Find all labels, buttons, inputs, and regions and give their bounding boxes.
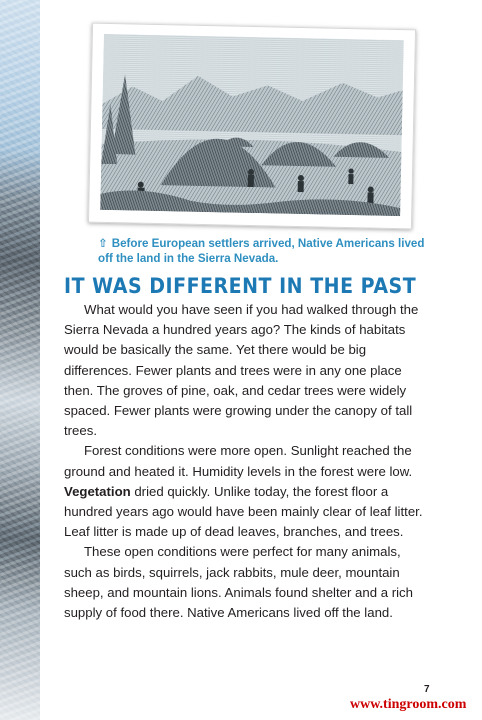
- side-photo-strip: [0, 0, 40, 720]
- paragraph-1: What would you have seen if you had walked through the Sierra Nevada a hundred years ago? The kinds of habitats would be basically the same. Yet there would be big differences. Fewer plants and trees were in any one place then. The groves of pine, oak, and cedar trees were widely spaced. Fewer plants were growing under the canopy of tall trees.: [64, 302, 419, 439]
- body-text: [64, 300, 426, 623]
- paragraph-2: [64, 441, 426, 542]
- engraving-illustration: [100, 34, 404, 216]
- caption-text: Before European settlers arrived, Native Americans lived off the land in the Sierra Nevada.: [98, 237, 425, 265]
- page-number: 7: [424, 684, 430, 695]
- watermark: www.tingroom.com: [350, 697, 467, 712]
- vocabulary-term: Vegetation: [64, 483, 131, 499]
- arrow-up-icon: ⇧: [98, 237, 108, 250]
- photo-caption: [98, 236, 428, 266]
- paragraph-3: These open conditions were perfect for many animals, such as birds, squirrels, jack rabbits, mule deer, mountain sheep, and mountain lions. Animals found shelter and a rich supply of food there. Native Americans lived off the land.: [64, 544, 413, 621]
- paragraph-2-end: dried quickly. Unlike today, the forest floor a hundred years ago would have been mainly clear of leaf litter. Leaf litter is made up of dead leaves, branches, and trees.: [64, 483, 423, 540]
- section-heading: IT WAS DIFFERENT IN THE PAST: [64, 274, 417, 299]
- engraving-photo: [88, 23, 416, 230]
- paragraph-2-start: Forest conditions were more open. Sunlight reached the ground and heated it. Humidity levels in the forest were low.: [64, 443, 413, 479]
